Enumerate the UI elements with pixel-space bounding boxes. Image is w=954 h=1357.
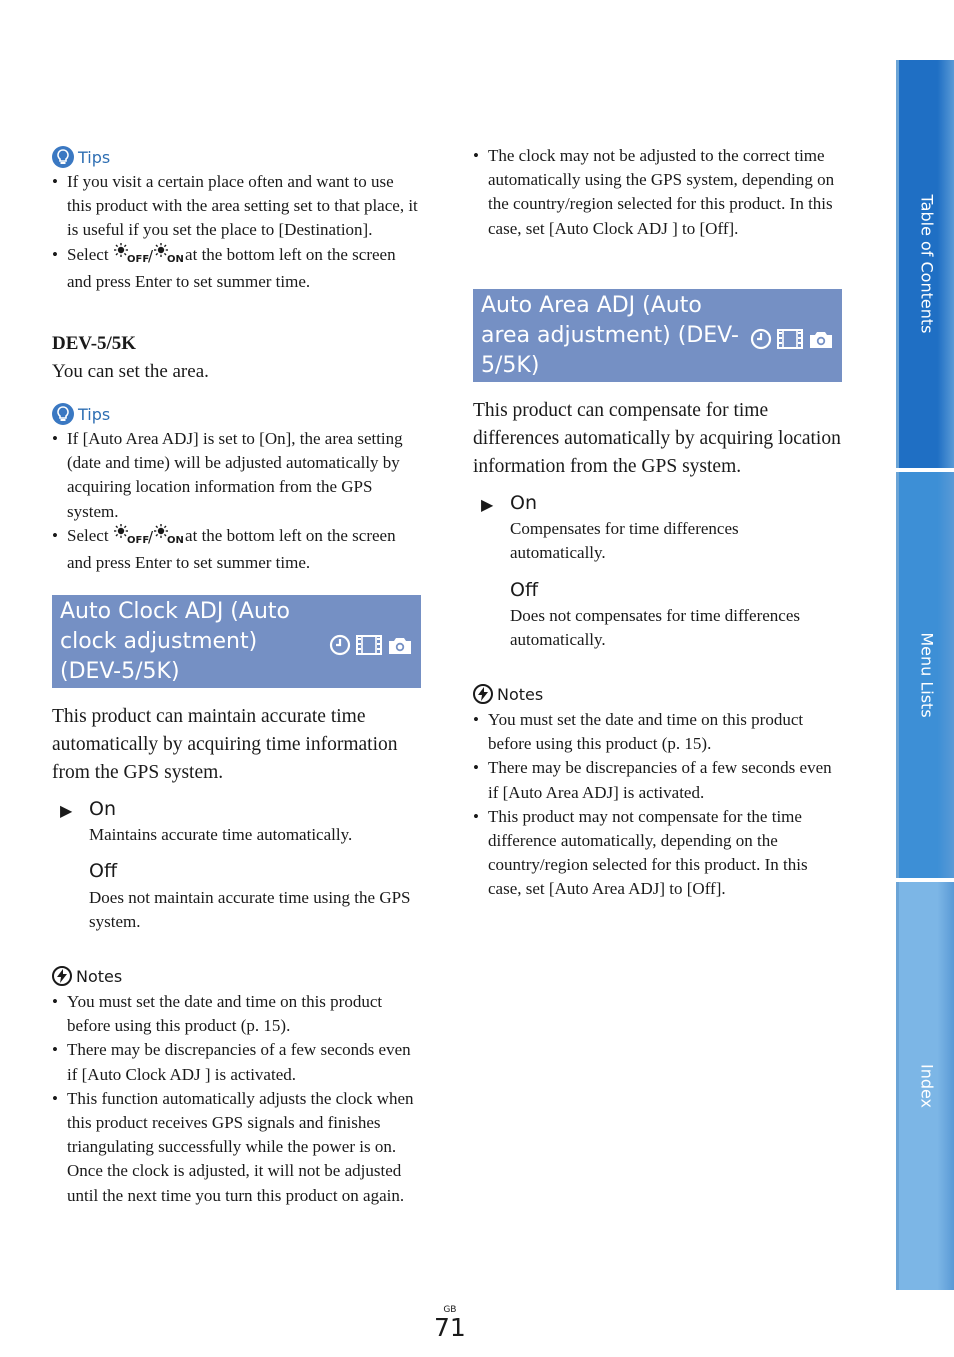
section-title: Auto Area ADJ (Auto area adjustment) (DEV-5/5K) [481, 293, 739, 378]
region-code: GB [443, 1305, 457, 1315]
page-number-value: 71 [434, 1313, 466, 1342]
camera-icon [808, 328, 834, 350]
triangle-right-icon: ▶ [481, 495, 494, 514]
summer-time-icon [113, 243, 184, 270]
lightbulb-icon [52, 403, 74, 425]
list-item: • The clock may not be adjusted to the correct time automatically using the GPS system, depending on the country/region selected for this product. In this case, set [Auto Clock ADJ ] to [Off]. [473, 144, 835, 241]
tips-heading: Tips [52, 403, 110, 425]
list-item: • You must set the date and time on this product before using this product (p. 15). [473, 708, 843, 756]
sidebar-nav [894, 60, 954, 1290]
notes-warning-icon [473, 684, 493, 704]
tips-list [52, 427, 422, 575]
notes-continued-list [473, 144, 835, 241]
sidebar-tab-index[interactable]: Index [896, 882, 954, 1290]
list-item: • There may be discrepancies of a few seconds even if [Auto Area ADJ] is activated. [473, 756, 843, 804]
mode-icons [329, 634, 413, 656]
svg-text:ON: ON [166, 534, 184, 546]
option-desc: Does not compensates for time differences automatically. [510, 606, 801, 649]
section-title: Auto Clock ADJ (Auto clock adjustment) (DEV-5/5K) [60, 599, 290, 684]
section-intro: This product can maintain accurate time automatically by acquiring time information from the GPS system. [52, 706, 398, 783]
list-item: • Select OFF / ON at the bottom left on the screen and press Enter to set summer time. [52, 524, 422, 575]
section-header-auto-clock-adj [52, 595, 421, 688]
mode-icons [750, 328, 834, 350]
tips-list [52, 170, 422, 294]
camera-icon [387, 634, 413, 656]
notes-list [52, 990, 422, 1208]
option-name: Off [89, 860, 118, 882]
option-name: Off [510, 579, 539, 601]
list-item: • This product may not compensate for the time difference automatically, depending on the country/region selected for this product. In this case, set [Auto Area ADJ] to [Off]. [473, 805, 843, 902]
lightbulb-icon [52, 146, 74, 168]
summer-time-icon [113, 524, 184, 551]
svg-text:ON: ON [166, 253, 184, 265]
list-item: • This function automatically adjusts the clock when this product receives GPS signals and finishes triangulating successfully while the power is on. Once the clock is adjusted, it will not be adjusted until the next time you turn this product on again. [52, 1087, 422, 1208]
notes-heading: Notes [473, 684, 543, 704]
list-item: • If you visit a certain place often and want to use this product with the area setting set to that place, it is useful if you set the place to [Destination]. [52, 170, 422, 243]
list-item: • If [Auto Area ADJ] is set to [On], the area setting (date and time) will be adjusted automatically by acquiring location information from the GPS system. [52, 427, 422, 524]
svg-text:/: / [147, 246, 153, 265]
movie-film-icon [356, 634, 382, 656]
option-desc: Does not maintain accurate time using the GPS system. [89, 888, 411, 931]
option-desc: Maintains accurate time automatically. [89, 825, 353, 844]
section-intro: This product can compensate for time differences automatically by acquiring location information from the GPS system. [473, 400, 841, 477]
list-item: • You must set the date and time on this product before using this product (p. 15). [52, 990, 422, 1038]
clock-icon [750, 328, 772, 350]
svg-text:OFF: OFF [126, 534, 149, 546]
movie-film-icon [777, 328, 803, 350]
svg-text:OFF: OFF [126, 253, 149, 265]
option-name: On [89, 798, 116, 820]
list-item: • There may be discrepancies of a few seconds even if [Auto Clock ADJ ] is activated. [52, 1038, 422, 1086]
page-number [434, 1305, 466, 1341]
option-desc: Compensates for time differences automatically. [510, 519, 739, 562]
section-header-auto-area-adj [473, 289, 842, 382]
svg-text:/: / [147, 527, 153, 546]
option-name: On [510, 492, 537, 514]
sidebar-tab-table-of-contents[interactable]: Table of Contents [896, 60, 954, 468]
model-heading: DEV-5/5K [52, 333, 137, 354]
notes-list [473, 708, 843, 902]
notes-heading: Notes [52, 966, 122, 986]
model-text: You can set the area. [52, 361, 209, 382]
clock-icon [329, 634, 351, 656]
triangle-right-icon: ▶ [60, 801, 73, 820]
notes-warning-icon [52, 966, 72, 986]
list-item: • Select OFF / ON at the bottom left on the screen and press Enter to set summer time. [52, 243, 422, 294]
tips-heading: Tips [52, 146, 110, 168]
sidebar-tab-menu-lists[interactable]: Menu Lists [896, 472, 954, 878]
